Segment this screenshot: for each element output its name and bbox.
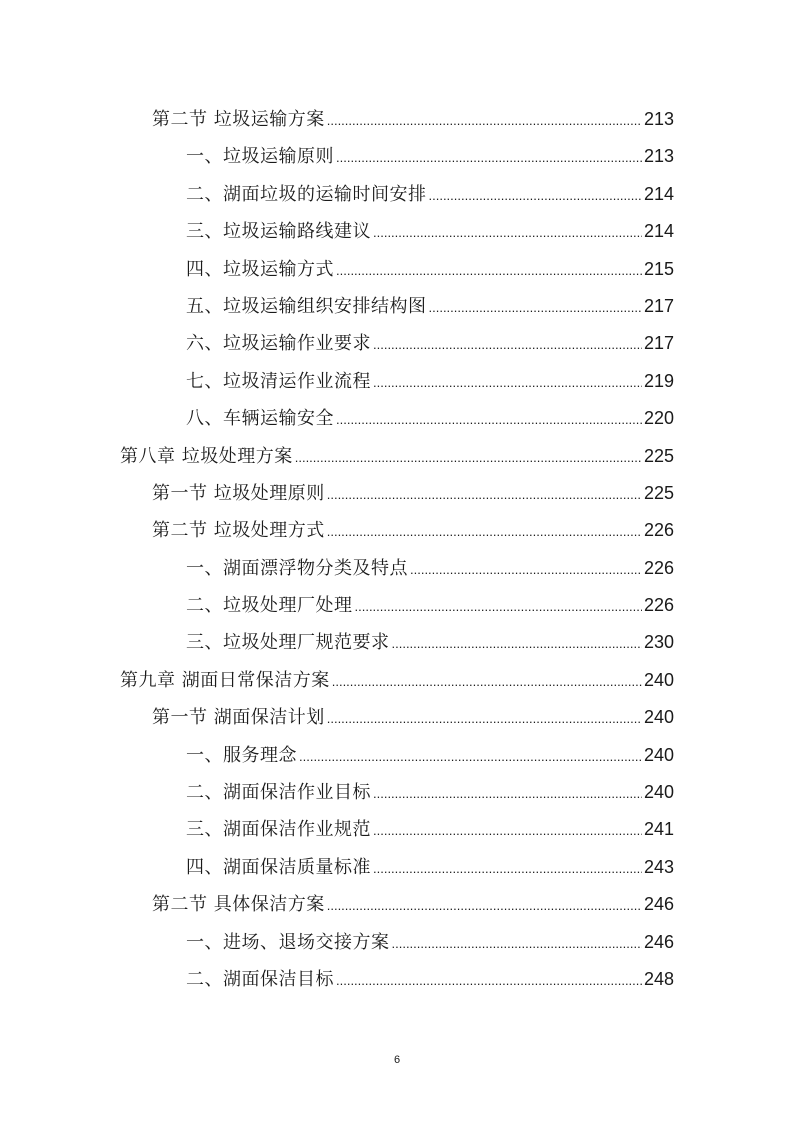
- toc-leader-dots: [299, 738, 642, 775]
- toc-entry-page: 219: [643, 370, 674, 391]
- toc-entry-title: 八、车辆运输安全: [186, 408, 334, 430]
- toc-entry-title: 二、湖面保洁目标: [186, 968, 334, 990]
- toc-leader-dots: [373, 364, 642, 401]
- toc-entry-title: 七、垃圾清运作业流程: [186, 370, 371, 392]
- toc-entry[interactable]: [0, 924, 794, 961]
- toc-entry-page: 240: [643, 744, 674, 765]
- toc-entry[interactable]: [0, 138, 794, 175]
- toc-entry-page: 241: [643, 819, 674, 840]
- toc-entry-title: 第二节 具体保洁方案: [152, 894, 325, 916]
- toc-entry-page: 240: [643, 707, 674, 728]
- toc-entry[interactable]: [0, 363, 794, 400]
- toc-entry-page: 240: [643, 782, 674, 803]
- toc-entry-title: 三、垃圾运输路线建议: [186, 221, 371, 243]
- toc-entry[interactable]: [0, 961, 794, 998]
- toc-entry[interactable]: [0, 288, 794, 325]
- toc-entry-title: 第一节 垃圾处理原则: [152, 482, 325, 504]
- toc-entry-title: 第九章 湖面日常保洁方案: [120, 669, 330, 691]
- toc-entry[interactable]: [0, 251, 794, 288]
- toc-entry-page: 214: [643, 221, 674, 242]
- toc-entry-page: 248: [643, 968, 674, 989]
- toc-leader-dots: [392, 925, 642, 962]
- page-number: 6: [393, 1054, 401, 1066]
- toc-entry[interactable]: [0, 699, 794, 736]
- toc-leader-dots: [327, 476, 642, 513]
- toc-entry-title: 四、湖面保洁质量标准: [186, 856, 371, 878]
- toc-leader-dots: [429, 177, 642, 214]
- toc-entry-title: 第二节 垃圾运输方案: [152, 109, 325, 130]
- toc-entry-title: 一、湖面漂浮物分类及特点: [186, 557, 408, 579]
- toc-entry-title: 二、垃圾处理厂处理: [186, 595, 353, 617]
- toc-entry-page: 246: [643, 931, 674, 952]
- toc-entry-page: 213: [643, 146, 674, 167]
- toc-entry-page: 243: [643, 856, 674, 877]
- toc-entry-page: 217: [643, 295, 674, 316]
- toc-leader-dots: [332, 663, 642, 700]
- toc-entry-page: 240: [643, 669, 674, 690]
- toc-entry-title: 六、垃圾运输作业要求: [186, 333, 371, 355]
- toc-entry[interactable]: [0, 176, 794, 213]
- toc-entry-page: 215: [643, 258, 674, 279]
- toc-entry-page: 226: [643, 595, 674, 616]
- toc-entry[interactable]: [0, 886, 794, 923]
- toc-entry-title: 三、湖面保洁作业规范: [186, 819, 371, 841]
- toc-entry-page: 217: [643, 333, 674, 354]
- toc-entry-title: 二、湖面垃圾的运输时间安排: [186, 183, 427, 205]
- toc-entry[interactable]: [0, 849, 794, 886]
- toc-entry-title: 二、湖面保洁作业目标: [186, 782, 371, 804]
- toc-leader-dots: [295, 439, 642, 476]
- toc-leader-dots: [373, 326, 642, 363]
- toc-entry-page: 225: [643, 482, 674, 503]
- toc-leader-dots: [336, 401, 642, 438]
- toc-leader-dots: [336, 139, 642, 176]
- toc-entry[interactable]: [0, 811, 794, 848]
- toc-entry-page: 246: [643, 894, 674, 915]
- toc-entry[interactable]: [0, 325, 794, 362]
- toc-entry[interactable]: [0, 213, 794, 250]
- toc-leader-dots: [327, 887, 642, 924]
- toc-entry-title: 三、垃圾处理厂规范要求: [186, 632, 390, 654]
- toc-entry-page: 225: [643, 445, 674, 466]
- toc-entry[interactable]: [0, 475, 794, 512]
- toc-entry-title: 四、垃圾运输方式: [186, 258, 334, 280]
- toc-entry-title: 一、服务理念: [186, 744, 297, 766]
- toc-entry-title: 一、垃圾运输原则: [186, 146, 334, 168]
- toc-leader-dots: [373, 775, 642, 812]
- toc-entry-page: 230: [643, 632, 674, 653]
- table-of-contents: [0, 101, 794, 998]
- toc-entry[interactable]: [0, 101, 794, 138]
- toc-leader-dots: [373, 850, 642, 887]
- toc-entry-title: 第二节 垃圾处理方式: [152, 520, 325, 542]
- toc-leader-dots: [355, 588, 642, 625]
- toc-entry[interactable]: [0, 550, 794, 587]
- toc-entry-page: 220: [643, 408, 674, 429]
- toc-entry[interactable]: [0, 737, 794, 774]
- toc-leader-dots: [336, 962, 642, 999]
- toc-entry-page: 213: [643, 109, 674, 129]
- toc-entry-page: 226: [643, 520, 674, 541]
- toc-leader-dots: [336, 252, 642, 289]
- toc-entry-title: 一、进场、退场交接方案: [186, 931, 390, 953]
- toc-leader-dots: [392, 625, 642, 662]
- toc-entry[interactable]: [0, 438, 794, 475]
- toc-entry[interactable]: [0, 662, 794, 699]
- toc-entry[interactable]: [0, 512, 794, 549]
- toc-entry[interactable]: [0, 587, 794, 624]
- toc-entry[interactable]: [0, 624, 794, 661]
- toc-entry-title: 第一节 湖面保洁计划: [152, 707, 325, 729]
- toc-leader-dots: [410, 551, 642, 588]
- toc-leader-dots: [429, 289, 642, 326]
- toc-leader-dots: [327, 700, 642, 737]
- toc-entry[interactable]: [0, 400, 794, 437]
- toc-entry-page: 214: [643, 183, 674, 204]
- toc-entry-title: 第八章 垃圾处理方案: [120, 445, 293, 467]
- toc-leader-dots: [327, 513, 642, 550]
- toc-entry-title: 五、垃圾运输组织安排结构图: [186, 295, 427, 317]
- toc-leader-dots: [373, 214, 642, 251]
- toc-leader-dots: [327, 102, 642, 139]
- toc-entry[interactable]: [0, 774, 794, 811]
- toc-entry-page: 226: [643, 557, 674, 578]
- toc-leader-dots: [373, 812, 642, 849]
